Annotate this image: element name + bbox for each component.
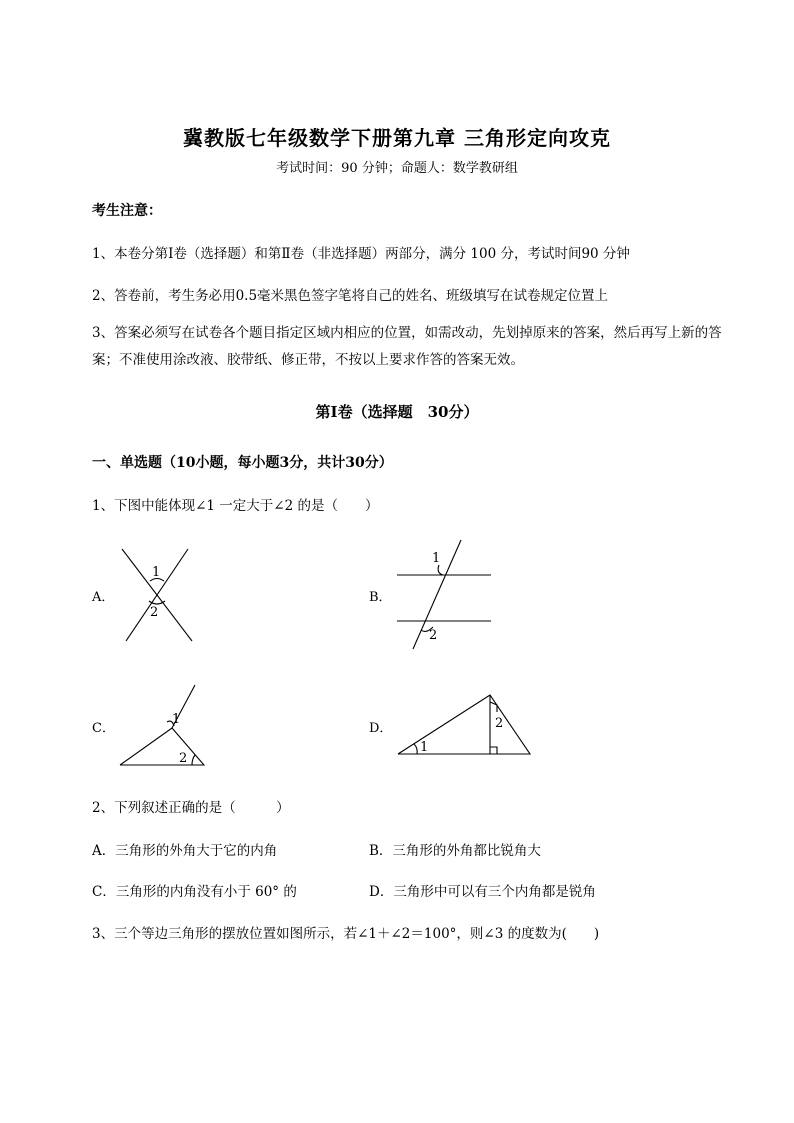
q1-option-b-figure	[392, 537, 502, 652]
notice-item-3: 3、答案必须写在试卷各个题目指定区域内相应的位置，如需改动，先划掉原来的答案，然后再写上新的答案；不准使用涂改液、胶带纸、修正带，不按以上要求作答的答案无效。	[92, 325, 722, 368]
q1c-angle-label-1: 1	[172, 712, 181, 727]
q1b-angle-label-1: 1	[432, 551, 441, 566]
q1d-angle-label-2: 2	[495, 716, 504, 731]
q1a-angle-label-1: 1	[152, 565, 161, 580]
question-2-stem: 2、下列叙述正确的是（ ）	[92, 800, 290, 816]
q1-option-c-label: C．	[92, 721, 115, 736]
q1b-angle-label-2: 2	[429, 628, 438, 643]
page-title: 冀教版七年级数学下册第九章 三角形定向攻克	[183, 126, 611, 150]
notice-item-1: 1、本卷分第Ⅰ卷（选择题）和第Ⅱ卷（非选择题）两部分，满分 100 分，考试时间90 分钟	[92, 246, 630, 262]
q1-option-c-figure	[116, 681, 216, 771]
exam-info: 考试时间：90 分钟；命题人：数学教研组	[276, 161, 518, 176]
q2-option-a: A．三角形的外角大于它的内角	[92, 843, 278, 859]
q2-option-b: B．三角形的外角都比锐角大	[369, 843, 541, 859]
q2-option-c: C．三角形的内角没有小于 60° 的	[92, 884, 297, 900]
q1a-angle-label-2: 2	[150, 605, 159, 620]
q1d-angle-label-1: 1	[420, 740, 429, 755]
q1-option-d-label: D．	[369, 721, 393, 736]
notice-heading: 考生注意：	[92, 203, 162, 219]
q1-option-b-label: B．	[369, 590, 392, 605]
q1c-angle-label-2: 2	[179, 751, 188, 766]
q1-option-d-figure	[394, 690, 534, 760]
notice-item-2: 2、答卷前，考生务必用0.5毫米黑色签字笔将自己的姓名、班级填写在试卷规定位置上	[92, 288, 609, 304]
q1-option-a-label: A．	[92, 590, 115, 605]
question-1-stem: 1、下图中能体现∠1 一定大于∠2 的是（ ）	[92, 498, 379, 514]
q1-option-a-figure	[116, 545, 196, 645]
q2-option-d: D．三角形中可以有三个内角都是锐角	[369, 884, 596, 900]
part-title: 第Ⅰ卷（选择题 30分）	[315, 403, 479, 421]
section-title: 一、单选题（10小题，每小题3分，共计30分）	[92, 455, 393, 471]
question-3-stem: 3、三个等边三角形的摆放位置如图所示，若∠1＋∠2＝100°，则∠3 的度数为( )	[92, 926, 600, 942]
